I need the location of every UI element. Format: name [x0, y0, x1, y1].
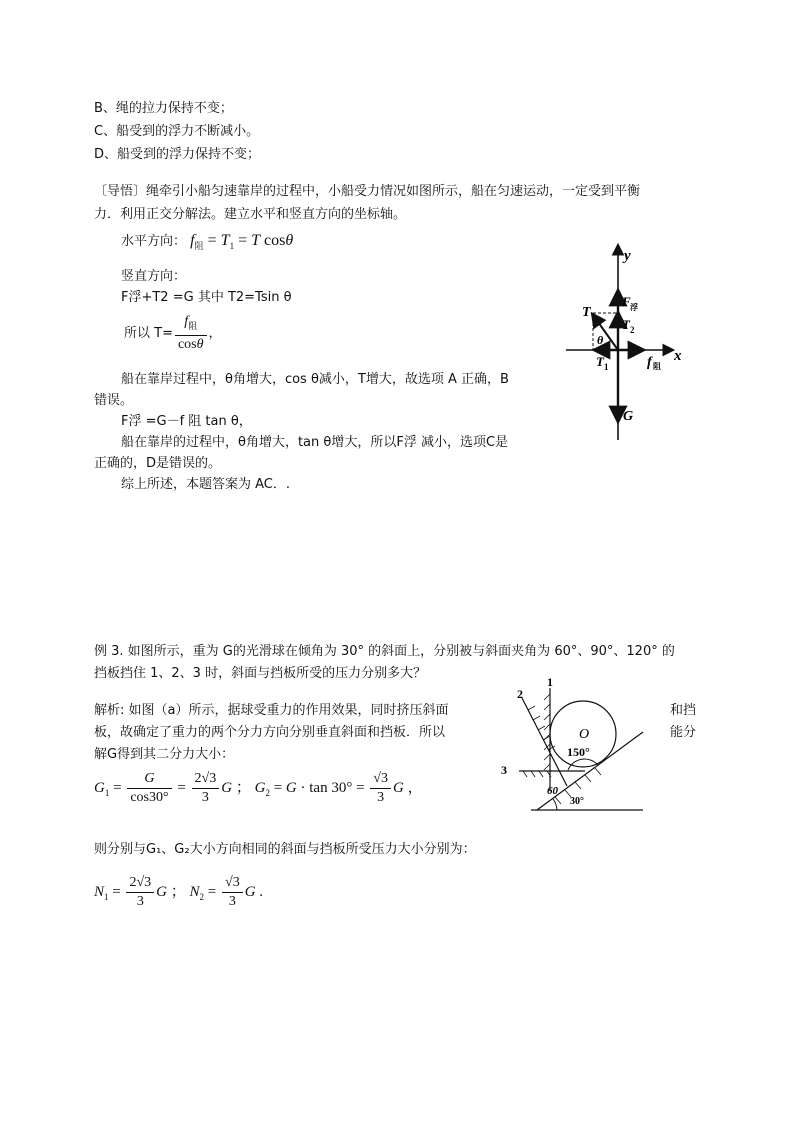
analysis-2b: 正确的，D是错误的。 [94, 456, 222, 471]
analysis-1a: 船在靠岸过程中，θ角增大，cos θ减小，T增大，故选项 A 正确，B [121, 372, 509, 387]
center-label: O [579, 727, 590, 742]
angle-60-label: 60 [547, 785, 558, 797]
solution-line-3: 解G得到其二分力大小： [94, 747, 235, 762]
x-axis-label: x [674, 348, 682, 364]
board-3-hatch [523, 771, 551, 777]
horizontal-formula: $f_阻 = T_1 = T$ cosθ [190, 232, 294, 252]
f-sub-label: 浮 [630, 303, 638, 312]
vertical-label: 竖直方向： [121, 269, 187, 284]
guide-line-2: 力．利用正交分解法。建立水平和竖直方向的坐标轴。 [94, 207, 407, 222]
horizontal-equation [121, 230, 293, 252]
solution-line-2-left: 板，故确定了重力的两个分力方向分别垂直斜面和挡板．所以 [94, 725, 446, 740]
so-label: 所以 T= [124, 325, 173, 341]
example3-line-1: 例 3. 如图所示，重为 G的光滑球在倾角为 30° 的斜面上，分别被与斜面夹角为 60°、90°、120° 的 [94, 644, 675, 659]
conclusion: 综上所述，本题答案为 AC．. [121, 477, 291, 492]
t2-label: T [622, 317, 630, 332]
board-2 [522, 698, 567, 786]
board-1-label: 1 [547, 676, 553, 689]
theta-arc [606, 340, 611, 350]
incline-angle-arc [553, 799, 557, 810]
tension-fraction: $\frac{f_阻}{\cos\theta}$ [175, 313, 207, 354]
f-label: F [622, 294, 631, 309]
option-d: D、船受到的浮力保持不变； [94, 147, 261, 162]
solution-line-1-right: 和挡 [670, 703, 697, 718]
incline-diagram [495, 676, 665, 816]
angle-30-label: 30° [570, 796, 584, 807]
friction-label: f [647, 355, 652, 370]
buoyancy-equation: F浮 =G－f 阻 tan θ， [121, 414, 252, 429]
analysis-1b: 错误。 [94, 393, 134, 408]
t-label: T [582, 305, 591, 320]
friction-sub-label: 阻 [653, 362, 661, 371]
tension-formula: 所以 T= $\frac{f_阻}{\cos\theta}$ ， [124, 314, 222, 352]
guide-line-1: 〔导悟〕绳牵引小船匀速靠岸的过程中，小船受力情况如图所示，船在匀速运动，一定受到平衡 [94, 184, 641, 199]
board-3-label: 3 [501, 763, 507, 777]
n-forces-equation: $N_1$ = $\frac{2√3}{3}$ G ； $N_2$ = $\frac{√3}{3}$ G . [94, 875, 264, 909]
vertical-equation: F浮+T2 =G 其中 T2=Tsin θ [121, 290, 292, 305]
y-axis-label: y [624, 248, 631, 264]
horizontal-label: 水平方向： [121, 234, 187, 249]
force-diagram [560, 240, 700, 445]
solution-line-1-left: 解析: 如图（a）所示，据球受重力的作用效果，同时挤压斜面 [94, 703, 449, 718]
solution-line-2-right: 能分 [670, 725, 697, 740]
solution-line-4: 则分别与G₁、G₂大小方向相同的斜面与挡板所受压力大小分别为： [94, 842, 476, 857]
g-components-equation: $G_1$ = $\frac{G}{\cos 30^\circ}$ = $\frac{2√3}{3}$ G ； $G_2 = G \cdot \tan 30^\circ$ = $\frac{√3}{3}$ G ， [94, 771, 423, 805]
theta-label: θ [597, 333, 604, 347]
t1-sub-label: 1 [604, 362, 609, 372]
board-2-label: 2 [517, 687, 523, 701]
t1-label: T [596, 354, 604, 369]
gravity-label: G [623, 409, 634, 424]
option-b: B、绳的拉力保持不变； [94, 101, 233, 116]
t2-sub-label: 2 [630, 325, 635, 335]
board-1-hatch [544, 694, 550, 770]
angle-150-label: 150° [567, 745, 590, 759]
analysis-2a: 船在靠岸的过程中，θ角增大，tan θ增大，所以F浮 减小，选项C是 [121, 435, 509, 450]
option-c: C、船受到的浮力不断减小。 [94, 124, 260, 139]
example3-line-2: 挡板挡住 1、2、3 时，斜面与挡板所受的压力分别多大？ [94, 666, 427, 681]
